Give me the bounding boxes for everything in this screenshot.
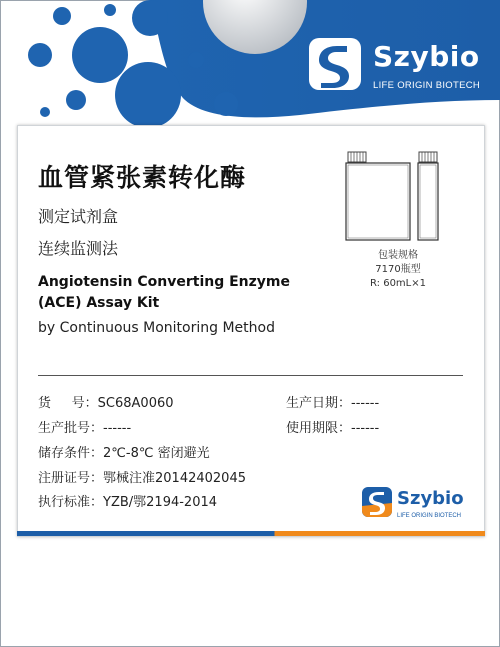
- batch-label: 生产批号：: [38, 421, 104, 436]
- product-title-cn: 血管紧张素转化酶: [38, 163, 247, 192]
- storage-value: 2℃-8℃ 密闭避光: [103, 446, 210, 461]
- brand-tagline-small: LIFE ORIGIN BIOTECH: [397, 513, 462, 519]
- bottom-color-bar: [17, 531, 485, 536]
- reagent-bottles-icon: [343, 150, 453, 245]
- standard-label: 执行标准：: [38, 495, 104, 510]
- mfg-date-value: ------: [351, 396, 380, 411]
- szybio-logo-icon-small: [361, 486, 393, 518]
- product-method-en: by Continuous Monitoring Method: [38, 320, 275, 336]
- brand-tagline: LIFE ORIGIN BIOTECH: [373, 80, 481, 91]
- expiry-value: ------: [351, 421, 380, 436]
- standard-value: YZB/鄂2194-2014: [103, 495, 218, 510]
- packaging-reagent: R: 60mL×1: [370, 278, 426, 289]
- packaging-model: 7170瓶型: [375, 264, 421, 275]
- registration-value: 鄂械注准20142402045: [103, 471, 246, 486]
- registration-label: 注册证号：: [38, 471, 104, 486]
- product-title-en: Angiotensin Converting Enzyme (ACE) Assay Kit: [38, 274, 290, 311]
- expiry-label: 使用期限：: [286, 421, 352, 436]
- manufacture-date: [286, 392, 379, 411]
- packaging-info: [343, 249, 453, 291]
- batch-value: ------: [103, 421, 132, 436]
- brand-logo-bottom: [361, 486, 481, 528]
- registration-number: [38, 467, 246, 486]
- header-band: [0, 0, 500, 135]
- storage-label: 储存条件：: [38, 446, 104, 461]
- batch-number: [38, 417, 131, 436]
- execution-standard: [38, 491, 217, 510]
- brand-logo-top: [307, 36, 497, 96]
- label-card: [17, 125, 485, 537]
- catalog-number: [38, 392, 174, 411]
- brand-name: Szybio: [373, 40, 480, 73]
- catalog-value: SC68A0060: [97, 396, 174, 411]
- mfg-date-label: 生产日期：: [286, 396, 352, 411]
- product-subtitle-cn-2: 连续监测法: [38, 239, 119, 258]
- divider: [38, 375, 463, 376]
- expiry-period: [286, 417, 379, 436]
- packaging-label: 包装规格: [378, 250, 418, 261]
- brand-name-small: Szybio: [397, 488, 464, 509]
- catalog-label: 货 号：: [38, 396, 98, 411]
- storage-conditions: [38, 442, 210, 461]
- szybio-logo-icon: [307, 36, 363, 92]
- product-subtitle-cn-1: 测定试剂盒: [38, 207, 119, 226]
